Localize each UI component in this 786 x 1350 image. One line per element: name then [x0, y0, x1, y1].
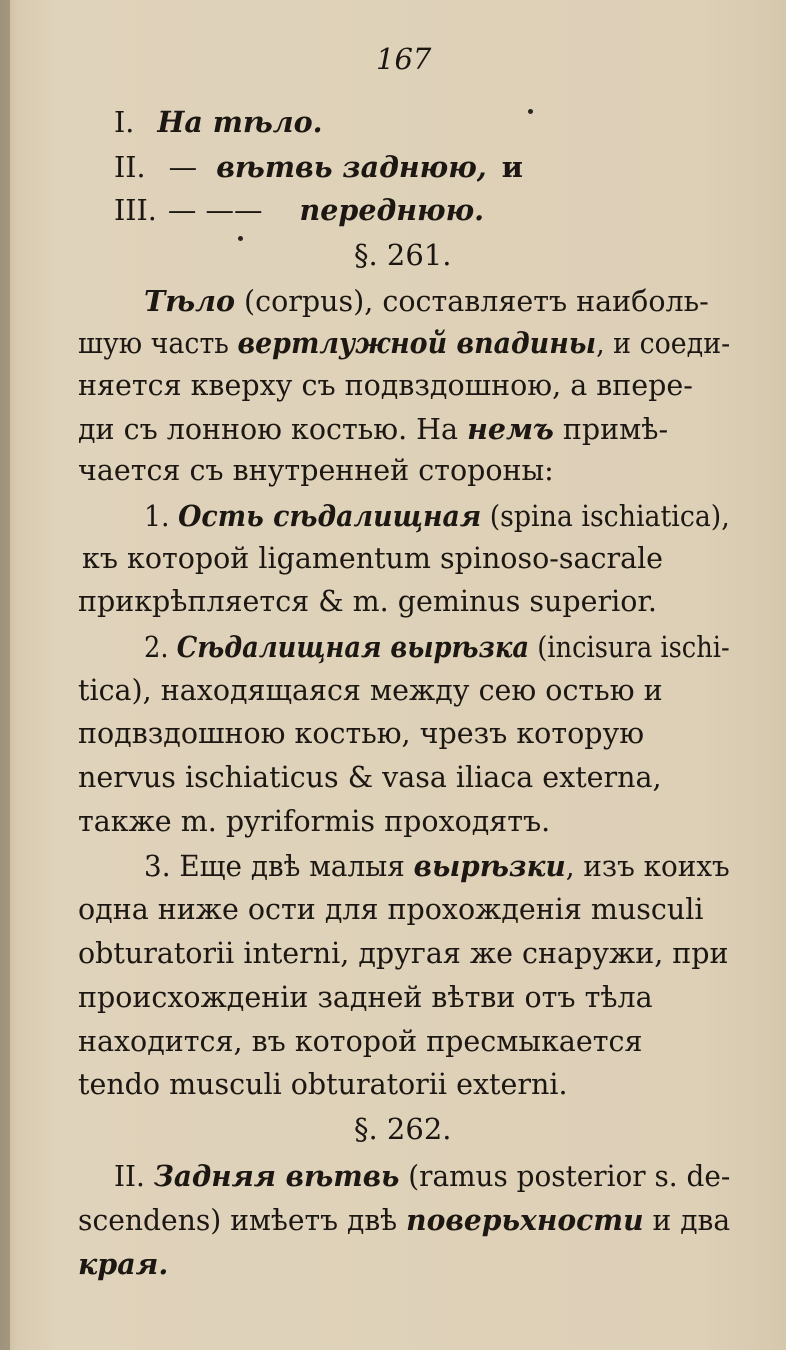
p2-line-1 — [114, 1158, 730, 1195]
p2-line-2-end: и два — [643, 1204, 731, 1237]
line-3-term: переднюю. — [299, 193, 485, 227]
item2-line-5: также m. pyriformis проходятъ. — [78, 805, 551, 838]
section-heading-261: §. 261. — [354, 238, 452, 272]
item3-line-1 — [144, 848, 730, 885]
line-3-dashes: — —— — [167, 194, 272, 227]
p2-line-2 — [78, 1202, 730, 1239]
p1-line-3: няется кверху съ подвздошною, а впере- — [78, 369, 693, 402]
p1-line-1 — [144, 283, 709, 320]
item2-line-2: tica), находящаяся между сею остью и — [78, 674, 663, 707]
p2-term-branch: Задняя вѣтвь — [153, 1159, 400, 1193]
line-3-numeral: III. — [114, 194, 157, 227]
p1-line-2-end: , и соеди- — [596, 327, 731, 360]
item3-line-3: obturatorii interni, другая же снаружи, при — [78, 937, 729, 970]
list-line-1 — [114, 104, 323, 141]
item3-start: 3. Еще двѣ малыя — [144, 850, 414, 883]
p2-line-2-start: scendens) имѣетъ двѣ — [78, 1204, 407, 1237]
item1-line-2: къ которой ligamentum spinoso-sacrale — [82, 542, 664, 575]
p2-line-3 — [78, 1246, 168, 1283]
item1-latin: (spina ischiatica), — [481, 500, 730, 533]
p1-term-on-it: немъ — [467, 412, 554, 446]
item1-line-3: прикрѣпляется & m. geminus superior. — [78, 585, 657, 618]
ink-speck — [528, 109, 533, 114]
item3-line-5: находится, въ которой пресмыкается — [78, 1025, 643, 1058]
section-heading-262: §. 262. — [354, 1112, 452, 1146]
p2-term-surfaces: поверьхности — [406, 1203, 644, 1237]
item3-term: вырѣзки — [413, 849, 566, 883]
item2-line-1 — [144, 629, 730, 666]
item3-line-2: одна ниже ости для прохожденія musculi — [78, 893, 704, 926]
list-line-3 — [114, 192, 484, 229]
p1-line-5: чается съ внутренней стороны: — [78, 454, 554, 487]
page-edge-shadow — [0, 0, 10, 1350]
item2-term: Сѣдалищная вырѣзка — [176, 630, 530, 664]
item1-line-1 — [144, 498, 730, 535]
item1-number: 1. — [144, 500, 179, 533]
list-line-2 — [114, 149, 523, 186]
item3-end: , изъ коихъ — [565, 850, 730, 883]
line-1-numeral: I. — [114, 106, 135, 139]
item2-line-3: подвздошною костью, чрезъ которую — [78, 717, 645, 750]
p1-line-4 — [78, 411, 668, 448]
line-2-numeral: II. — [114, 151, 146, 184]
item3-line-6: tendo musculi obturatorii externi. — [78, 1068, 568, 1101]
p1-term-body: Тѣло — [144, 284, 235, 318]
p1-line-2 — [78, 325, 730, 362]
line-2-dash: — — [168, 151, 198, 184]
item2-line-4: nervus ischiaticus & vasa iliaca externa, — [78, 761, 662, 794]
p2-term-edges: края. — [78, 1247, 169, 1281]
item2-number: 2. — [144, 631, 177, 664]
item2-latin: (incisura ischi- — [529, 631, 730, 664]
p2-numeral: II. — [114, 1160, 154, 1193]
p1-line-4-end: примѣ- — [553, 413, 669, 446]
page-number: 167 — [376, 42, 432, 76]
p1-line-4-start: ди съ лонною костью. На — [78, 413, 468, 446]
p2-latin: (ramus posterior s. de- — [399, 1160, 731, 1193]
line-2-tail: и — [501, 150, 523, 184]
item1-term: Ость сѣдалищная — [178, 499, 482, 533]
line-1-term: На тѣло. — [157, 105, 323, 139]
item3-line-4: происхожденіи задней вѣтви отъ тѣла — [78, 981, 653, 1014]
line-2-term: вѣтвь заднюю, — [216, 150, 487, 184]
p1-term-acetabulum: вертлужной впадины — [237, 326, 597, 360]
p1-line-2-start: шую часть — [78, 327, 238, 360]
ink-speck — [238, 236, 243, 241]
p1-line-1-text: (corpus), составляетъ наиболь- — [235, 285, 709, 318]
